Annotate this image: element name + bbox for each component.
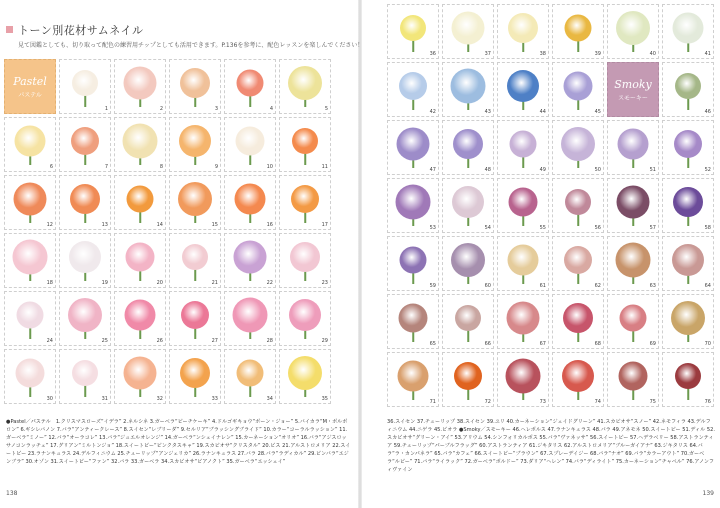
flower-number: 70 [704, 341, 711, 347]
flower-photo [178, 182, 212, 216]
flower-photo [396, 185, 431, 220]
flower-number: 50 [594, 167, 601, 173]
flower-number: 16 [266, 222, 273, 228]
flower-number: 69 [649, 341, 656, 347]
flower-chip [169, 117, 221, 172]
flower-chip [442, 236, 494, 291]
flower-chip [114, 233, 166, 288]
flower-photo [180, 68, 210, 98]
flower-photo [288, 356, 322, 390]
flower-number: 11 [321, 164, 328, 170]
flower-photo [510, 131, 537, 158]
flower-chip [662, 178, 714, 233]
flower-photo [451, 243, 485, 277]
flower-number: 34 [266, 396, 273, 402]
flower-photo [70, 184, 100, 214]
flower-chip [497, 236, 549, 291]
flower-photo [68, 298, 102, 332]
flower-photo [561, 127, 595, 161]
flower-chip [387, 120, 439, 175]
caption-right: 36.スイセン 37.チューリップ 38.スイセン 39.ユリ 40.カーネーション“ジェイドグリーン” 41.スカビオサ“スノー” 42.ネモフィラ 43.デルフィニウム 44.ニゲラ 45.ビオラ ●Smoky／スモーキー 46.ヘレボルス 47.ラナンキュラス 48.バラ 49.アネモネ 50.スイートピー 51.ディル 52.スカビオサ“グリーン・アイ” 53.アリウム 54.シンフォリカルポス 55.バラ“ヴァネッサ” 56.スイートピー 57.ヘデラベリー 58.アストランティア 59.チューリップ“パーブルフラッグ” 60.アストランティア 61.ジキタリス 62.アルストロメリア“ブルーガイアナ” 63.ジキタリス 64.バラ“ラ・カンパネラ” 65.バラ“カフェ” 66.スイートピー“ブラウン” 67.スプレーデイジー 68.バラ“ナオ” 69.バラ“カラーアウト” 70.ガーベラ“ルビー” 71.バラ“ライラック” 72.ガーベラ“ボルドー” 73.ダリア“ヘレン” 74.バラ“ディライト” 75.カーネーション“チャペル” 76.アノンフィヴァイン [387, 419, 715, 473]
flower-number: 61 [539, 283, 546, 289]
flower-photo [618, 129, 649, 160]
flower-chip [497, 120, 549, 175]
page-title: トーン別花材サムネイル [18, 24, 144, 37]
flower-chip [497, 178, 549, 233]
flower-number: 41 [704, 51, 711, 57]
flower-photo [181, 301, 209, 329]
flower-photo [291, 185, 319, 213]
flower-chip [279, 291, 331, 346]
flower-chip [607, 4, 659, 59]
flower-photo [563, 303, 593, 333]
flower-number: 55 [539, 225, 546, 231]
flower-chip [387, 62, 439, 117]
flower-chip [59, 349, 111, 404]
flower-photo [616, 11, 650, 45]
flower-number: 56 [594, 225, 601, 231]
flower-number: 26 [156, 338, 163, 344]
flower-number: 73 [539, 399, 546, 405]
flower-photo [671, 301, 705, 335]
flower-photo [564, 72, 593, 101]
flower-chip [497, 352, 549, 407]
flower-number: 15 [211, 222, 218, 228]
flower-chip [387, 352, 439, 407]
flower-photo [124, 67, 157, 100]
flower-chip [662, 352, 714, 407]
flower-chip [169, 233, 221, 288]
flower-photo [617, 186, 650, 219]
flower-chip [387, 178, 439, 233]
flower-number: 22 [266, 280, 273, 286]
flower-chip [662, 294, 714, 349]
flower-number: 65 [429, 341, 436, 347]
flower-photo [673, 13, 704, 44]
flower-chip [662, 120, 714, 175]
flower-number: 54 [484, 225, 491, 231]
flower-chip [387, 236, 439, 291]
flower-chip [387, 294, 439, 349]
flower-photo [400, 15, 426, 41]
flower-number: 62 [594, 283, 601, 289]
flower-photo [674, 130, 702, 158]
flower-number: 12 [46, 222, 53, 228]
flower-chip [4, 291, 56, 346]
page-number-left: 138 [6, 490, 18, 497]
flower-number: 20 [156, 280, 163, 286]
flower-number: 4 [269, 106, 273, 112]
flower-chip [662, 62, 714, 117]
flower-photo [72, 70, 98, 96]
flower-photo [69, 241, 101, 273]
title-marker [6, 26, 13, 33]
flower-photo [507, 302, 540, 335]
flower-number: 30 [46, 396, 53, 402]
flower-chip [59, 233, 111, 288]
flower-photo [675, 73, 701, 99]
flower-chip [662, 236, 714, 291]
flower-photo [292, 128, 318, 154]
flower-number: 27 [211, 338, 218, 344]
flower-number: 53 [429, 225, 436, 231]
flower-photo [565, 15, 592, 42]
flower-chip [169, 291, 221, 346]
flower-chip [607, 352, 659, 407]
flower-photo [397, 128, 430, 161]
flower-chip [279, 233, 331, 288]
flower-chip [552, 120, 604, 175]
flower-chip [224, 59, 276, 114]
flower-chip [607, 120, 659, 175]
flower-chip [59, 291, 111, 346]
flower-number: 38 [539, 51, 546, 57]
flower-chip [114, 349, 166, 404]
flower-number: 6 [49, 164, 53, 170]
flower-photo [673, 187, 703, 217]
flower-number: 51 [649, 167, 656, 173]
flower-number: 31 [101, 396, 108, 402]
flower-number: 59 [429, 283, 436, 289]
flower-chip [442, 4, 494, 59]
flower-number: 72 [484, 399, 491, 405]
flower-photo [123, 124, 158, 159]
flower-number: 42 [429, 109, 436, 115]
flower-photo [565, 189, 591, 215]
flower-number: 76 [704, 399, 711, 405]
flower-chip [169, 175, 221, 230]
flower-number: 64 [704, 283, 711, 289]
flower-chip [497, 294, 549, 349]
flower-number: 39 [594, 51, 601, 57]
flower-photo [400, 247, 427, 274]
flower-photo [508, 245, 539, 276]
flower-photo [17, 302, 44, 329]
flower-chip [552, 178, 604, 233]
flower-chip [279, 117, 331, 172]
flower-number: 58 [704, 225, 711, 231]
flower-chip [279, 59, 331, 114]
flower-chip [4, 349, 56, 404]
flower-chip [442, 120, 494, 175]
flower-number: 9 [214, 164, 218, 170]
flower-number: 23 [321, 280, 328, 286]
flower-number: 67 [539, 341, 546, 347]
flower-photo [506, 359, 541, 394]
flower-number: 40 [649, 51, 656, 57]
flower-photo [288, 66, 322, 100]
flower-number: 14 [156, 222, 163, 228]
flower-photo [399, 72, 427, 100]
flower-number: 1 [104, 106, 108, 112]
flower-photo [234, 241, 267, 274]
page-number-right: 139 [702, 490, 714, 497]
flower-photo [236, 127, 265, 156]
flower-chip [4, 233, 56, 288]
flower-chip [442, 352, 494, 407]
flower-number: 32 [156, 396, 163, 402]
flower-photo [72, 360, 98, 386]
flower-photo [399, 304, 428, 333]
flower-photo [620, 305, 647, 332]
flower-number: 8 [159, 164, 163, 170]
flower-chip [4, 175, 56, 230]
flower-number: 47 [429, 167, 436, 173]
flower-photo [619, 362, 648, 391]
flower-chip [279, 175, 331, 230]
flower-chip [114, 59, 166, 114]
flower-number: 19 [101, 280, 108, 286]
book-gutter [358, 0, 362, 508]
flower-chip [552, 352, 604, 407]
page-subtitle: 見て図鑑としても、切り取って配色の練習用チップとしても活用できます。P.136を参考に、配色レッスンを楽しんでください！ [18, 42, 364, 49]
flower-chip [224, 233, 276, 288]
flower-chip [59, 59, 111, 114]
flower-photo [125, 300, 156, 331]
smoky-flower-grid [387, 4, 714, 407]
flower-photo [14, 183, 47, 216]
flower-chip [442, 62, 494, 117]
flower-number: 28 [266, 338, 273, 344]
flower-photo [237, 70, 264, 97]
flower-chip [497, 62, 549, 117]
flower-photo [235, 184, 266, 215]
flower-chip [662, 4, 714, 59]
flower-chip [552, 62, 604, 117]
flower-photo [127, 186, 154, 213]
flower-photo [179, 125, 211, 157]
pastel-tone-label [4, 59, 56, 114]
flower-photo [180, 358, 210, 388]
flower-chip [224, 175, 276, 230]
flower-chip [552, 294, 604, 349]
flower-chip [114, 175, 166, 230]
flower-chip [607, 236, 659, 291]
flower-number: 75 [649, 399, 656, 405]
flower-chip [59, 175, 111, 230]
tone-label-jp: パステル [18, 91, 42, 99]
flower-photo [289, 299, 321, 331]
flower-chip [59, 117, 111, 172]
flower-chip [497, 4, 549, 59]
flower-number: 44 [539, 109, 546, 115]
flower-photo [675, 363, 701, 389]
flower-number: 60 [484, 283, 491, 289]
flower-number: 33 [211, 396, 218, 402]
flower-photo [454, 362, 482, 390]
flower-chip [169, 349, 221, 404]
flower-number: 63 [649, 283, 656, 289]
smoky-tone-label [607, 62, 659, 117]
flower-photo [616, 243, 651, 278]
flower-chip [114, 291, 166, 346]
flower-number: 7 [104, 164, 108, 170]
tone-label-en: Smoky [614, 77, 652, 91]
flower-chip [224, 291, 276, 346]
flower-chip [552, 4, 604, 59]
flower-photo [124, 357, 157, 390]
flower-photo [453, 129, 483, 159]
flower-chip [4, 117, 56, 172]
flower-photo [398, 361, 429, 392]
flower-number: 10 [266, 164, 273, 170]
flower-photo [455, 305, 481, 331]
flower-photo [508, 13, 538, 43]
flower-number: 3 [214, 106, 218, 112]
flower-photo [507, 70, 539, 102]
flower-photo [452, 12, 485, 45]
flower-chip [442, 294, 494, 349]
flower-photo [233, 298, 268, 333]
flower-photo [452, 186, 484, 218]
flower-number: 36 [429, 51, 436, 57]
flower-number: 24 [46, 338, 53, 344]
flower-photo [13, 240, 48, 275]
flower-photo [15, 126, 46, 157]
caption-left: ●Pastel／パステル 1.クリスマスローズ“イデラ” 2.ネルシネ 3.ガーベラ“ピーチケーキ” 4.ドルゴギキョウ“ボーン・ジョー” 5.バイカラ“M・ボルボロン” 6.ギシレバノン 7.バラ“アンティークレース” 8.スイセン“レブリーダ” 9.セルリア“ブラッシングブライド” 10.カラー“コーラルラッション” 11.ガーベラ“ミノー” 12.バラ“オーラコレ” 13.バラ“ジュエルオレンジ” 14.ガーベラ“ンシェイナレン” 15.カーネーション“オリオ” 16.バラ“アジスロッサノコンラッチェ” 17.グリアン“ミルトンジョ” 18.スイートピー“ピンクタスキャ” 19.スカビオサ“クリスタル” 20.ビス 21.アルストロメリア 22.スイートピー 23.ラナンキュラス 24.デルフィニウム 25.チューリップ“アンジェリカ” 26.ラナンキュラス 27.バラ 28.バラ“ラディカル” 29.ビンバラ“エジンブラ” 30.オゾン 31.スイートピー“ファン” 32.バラ 33.ガーベラ 34.スカビオサ“ビアノクト” 35.ガーベラ“エッシェイ” [6, 419, 351, 465]
flower-chip [607, 178, 659, 233]
flower-photo [16, 359, 45, 388]
flower-number: 66 [484, 341, 491, 347]
flower-number: 37 [484, 51, 491, 57]
flower-number: 74 [594, 399, 601, 405]
flower-number: 71 [429, 399, 436, 405]
flower-chip [114, 117, 166, 172]
pastel-flower-grid [4, 59, 331, 404]
flower-number: 49 [539, 167, 546, 173]
flower-number: 35 [321, 396, 328, 402]
flower-number: 17 [321, 222, 328, 228]
flower-photo [509, 188, 538, 217]
flower-photo [290, 242, 320, 272]
tone-label-en: Pastel [13, 74, 47, 88]
flower-number: 52 [704, 167, 711, 173]
flower-number: 46 [704, 109, 711, 115]
flower-chip [552, 236, 604, 291]
flower-number: 2 [159, 106, 163, 112]
flower-number: 43 [484, 109, 491, 115]
flower-number: 13 [101, 222, 108, 228]
flower-number: 45 [594, 109, 601, 115]
flower-photo [672, 244, 704, 276]
flower-number: 18 [46, 280, 53, 286]
flower-number: 57 [649, 225, 656, 231]
flower-number: 25 [101, 338, 108, 344]
flower-chip [169, 59, 221, 114]
flower-chip [607, 294, 659, 349]
flower-chip [442, 178, 494, 233]
flower-photo [182, 244, 208, 270]
flower-number: 29 [321, 338, 328, 344]
flower-number: 5 [324, 106, 328, 112]
flower-chip [279, 349, 331, 404]
flower-photo [237, 360, 264, 387]
flower-chip [224, 117, 276, 172]
flower-chip [387, 4, 439, 59]
flower-number: 21 [211, 280, 218, 286]
flower-photo [564, 246, 592, 274]
flower-number: 48 [484, 167, 491, 173]
flower-photo [451, 69, 486, 104]
flower-photo [562, 360, 594, 392]
flower-photo [126, 243, 155, 272]
flower-chip [224, 349, 276, 404]
tone-label-jp: スモーキー [618, 94, 648, 102]
flower-photo [71, 127, 99, 155]
flower-number: 68 [594, 341, 601, 347]
